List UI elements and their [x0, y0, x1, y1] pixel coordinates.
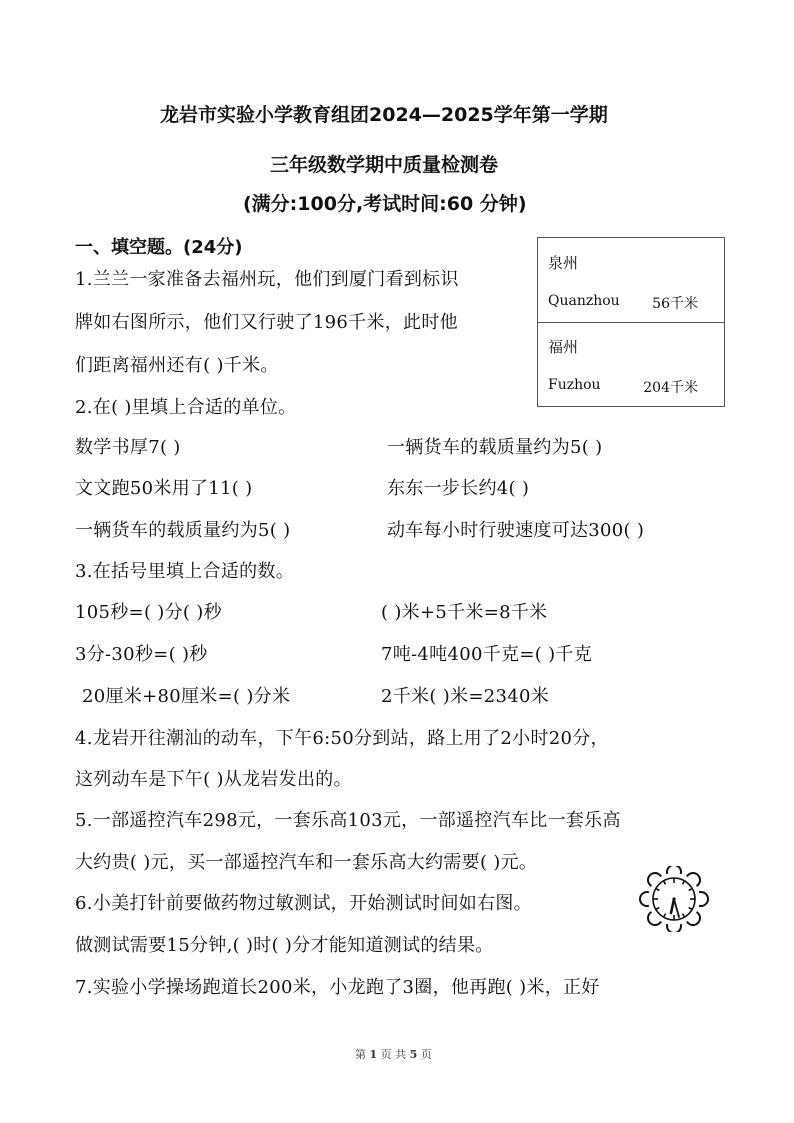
question-2-item: 一辆货车的载质量约为5( ) — [387, 437, 603, 458]
question-1-line: 们距离福州还有( )千米。 — [75, 355, 279, 376]
question-3-item: 20厘米+80厘米=( )分米 — [82, 686, 291, 707]
question-2-title: 2.在( )里填上合适的单位。 — [75, 397, 297, 418]
footer-total-pages: 5 — [409, 1048, 418, 1061]
question-5-line: 大约贵( )元，买一部遥控汽车和一套乐高大约需要( )元。 — [75, 852, 538, 873]
sign-row-quanzhou — [538, 238, 724, 323]
sign-distance: 204千米 — [643, 380, 698, 396]
sign-row-fuzhou — [538, 322, 724, 406]
question-4-line: 4.龙岩开往潮汕的动车，下午6:50分到站，路上用了2小时20分， — [75, 728, 609, 749]
footer-page-number: 1 — [369, 1048, 378, 1061]
sign-pinyin: Quanzhou — [548, 293, 620, 309]
question-2-item: 文文跑50米用了11( ) — [75, 478, 253, 499]
question-6-line: 6.小美打针前要做药物过敏测试，开始测试时间如右图。 — [75, 893, 532, 914]
footer-suffix: 页 — [420, 1048, 432, 1061]
sign-distance: 56千米 — [652, 296, 698, 312]
sign-pinyin: Fuzhou — [548, 377, 601, 393]
clock-icon — [634, 866, 714, 932]
question-7-line: 7.实验小学操场跑道长200米，小龙跑了3圈，他再跑( )米，正好 — [75, 977, 600, 998]
question-5-line: 5.一部遥控汽车298元，一套乐高103元，一部遥控汽车比一套乐高 — [75, 810, 621, 831]
question-2-item: 东东一步长约4( ) — [387, 478, 530, 499]
exam-title: 龙岩市实验小学教育组团2024—2025学年第一学期 — [160, 104, 608, 126]
question-4-line: 这列动车是下午( )从龙岩发出的。 — [75, 769, 352, 790]
question-3-item: 2千米( )米=2340米 — [381, 686, 550, 707]
question-3-item: 3分-30秒=( )秒 — [75, 644, 208, 665]
exam-subtitle: 三年级数学期中质量检测卷 — [270, 154, 499, 176]
footer-prefix: 第 — [355, 1048, 366, 1061]
question-2-item: 数学书厚7( ) — [75, 437, 181, 458]
road-sign-figure — [537, 237, 725, 407]
footer-middle: 页 共 — [380, 1048, 407, 1061]
question-1-line: 牌如右图所示，他们又行驶了196千米，此时他 — [75, 312, 458, 333]
sign-city: 福州 — [548, 338, 579, 356]
question-2-item: 动车每小时行驶速度可达300( ) — [387, 520, 645, 541]
question-2-item: 一辆货车的载质量约为5( ) — [75, 520, 291, 541]
sign-city: 泉州 — [548, 254, 579, 272]
question-6-line: 做测试需要15分钟,( )时( )分才能知道测试的结果。 — [75, 935, 494, 956]
question-3-item: ( )米+5千米=8千米 — [381, 602, 548, 623]
section-heading: 一、填空题。(24分) — [75, 237, 243, 258]
question-3-item: 7吨-4吨400千克=( )千克 — [381, 644, 592, 665]
question-3-item: 105秒=( )分( )秒 — [75, 602, 222, 623]
exam-info: (满分:100分,考试时间:60 分钟) — [243, 193, 527, 215]
question-1-line: 1.兰兰一家准备去福州玩，他们到厦门看到标识 — [75, 269, 459, 290]
question-3-title: 3.在括号里填上合适的数。 — [75, 561, 295, 582]
page-footer — [355, 1046, 432, 1062]
